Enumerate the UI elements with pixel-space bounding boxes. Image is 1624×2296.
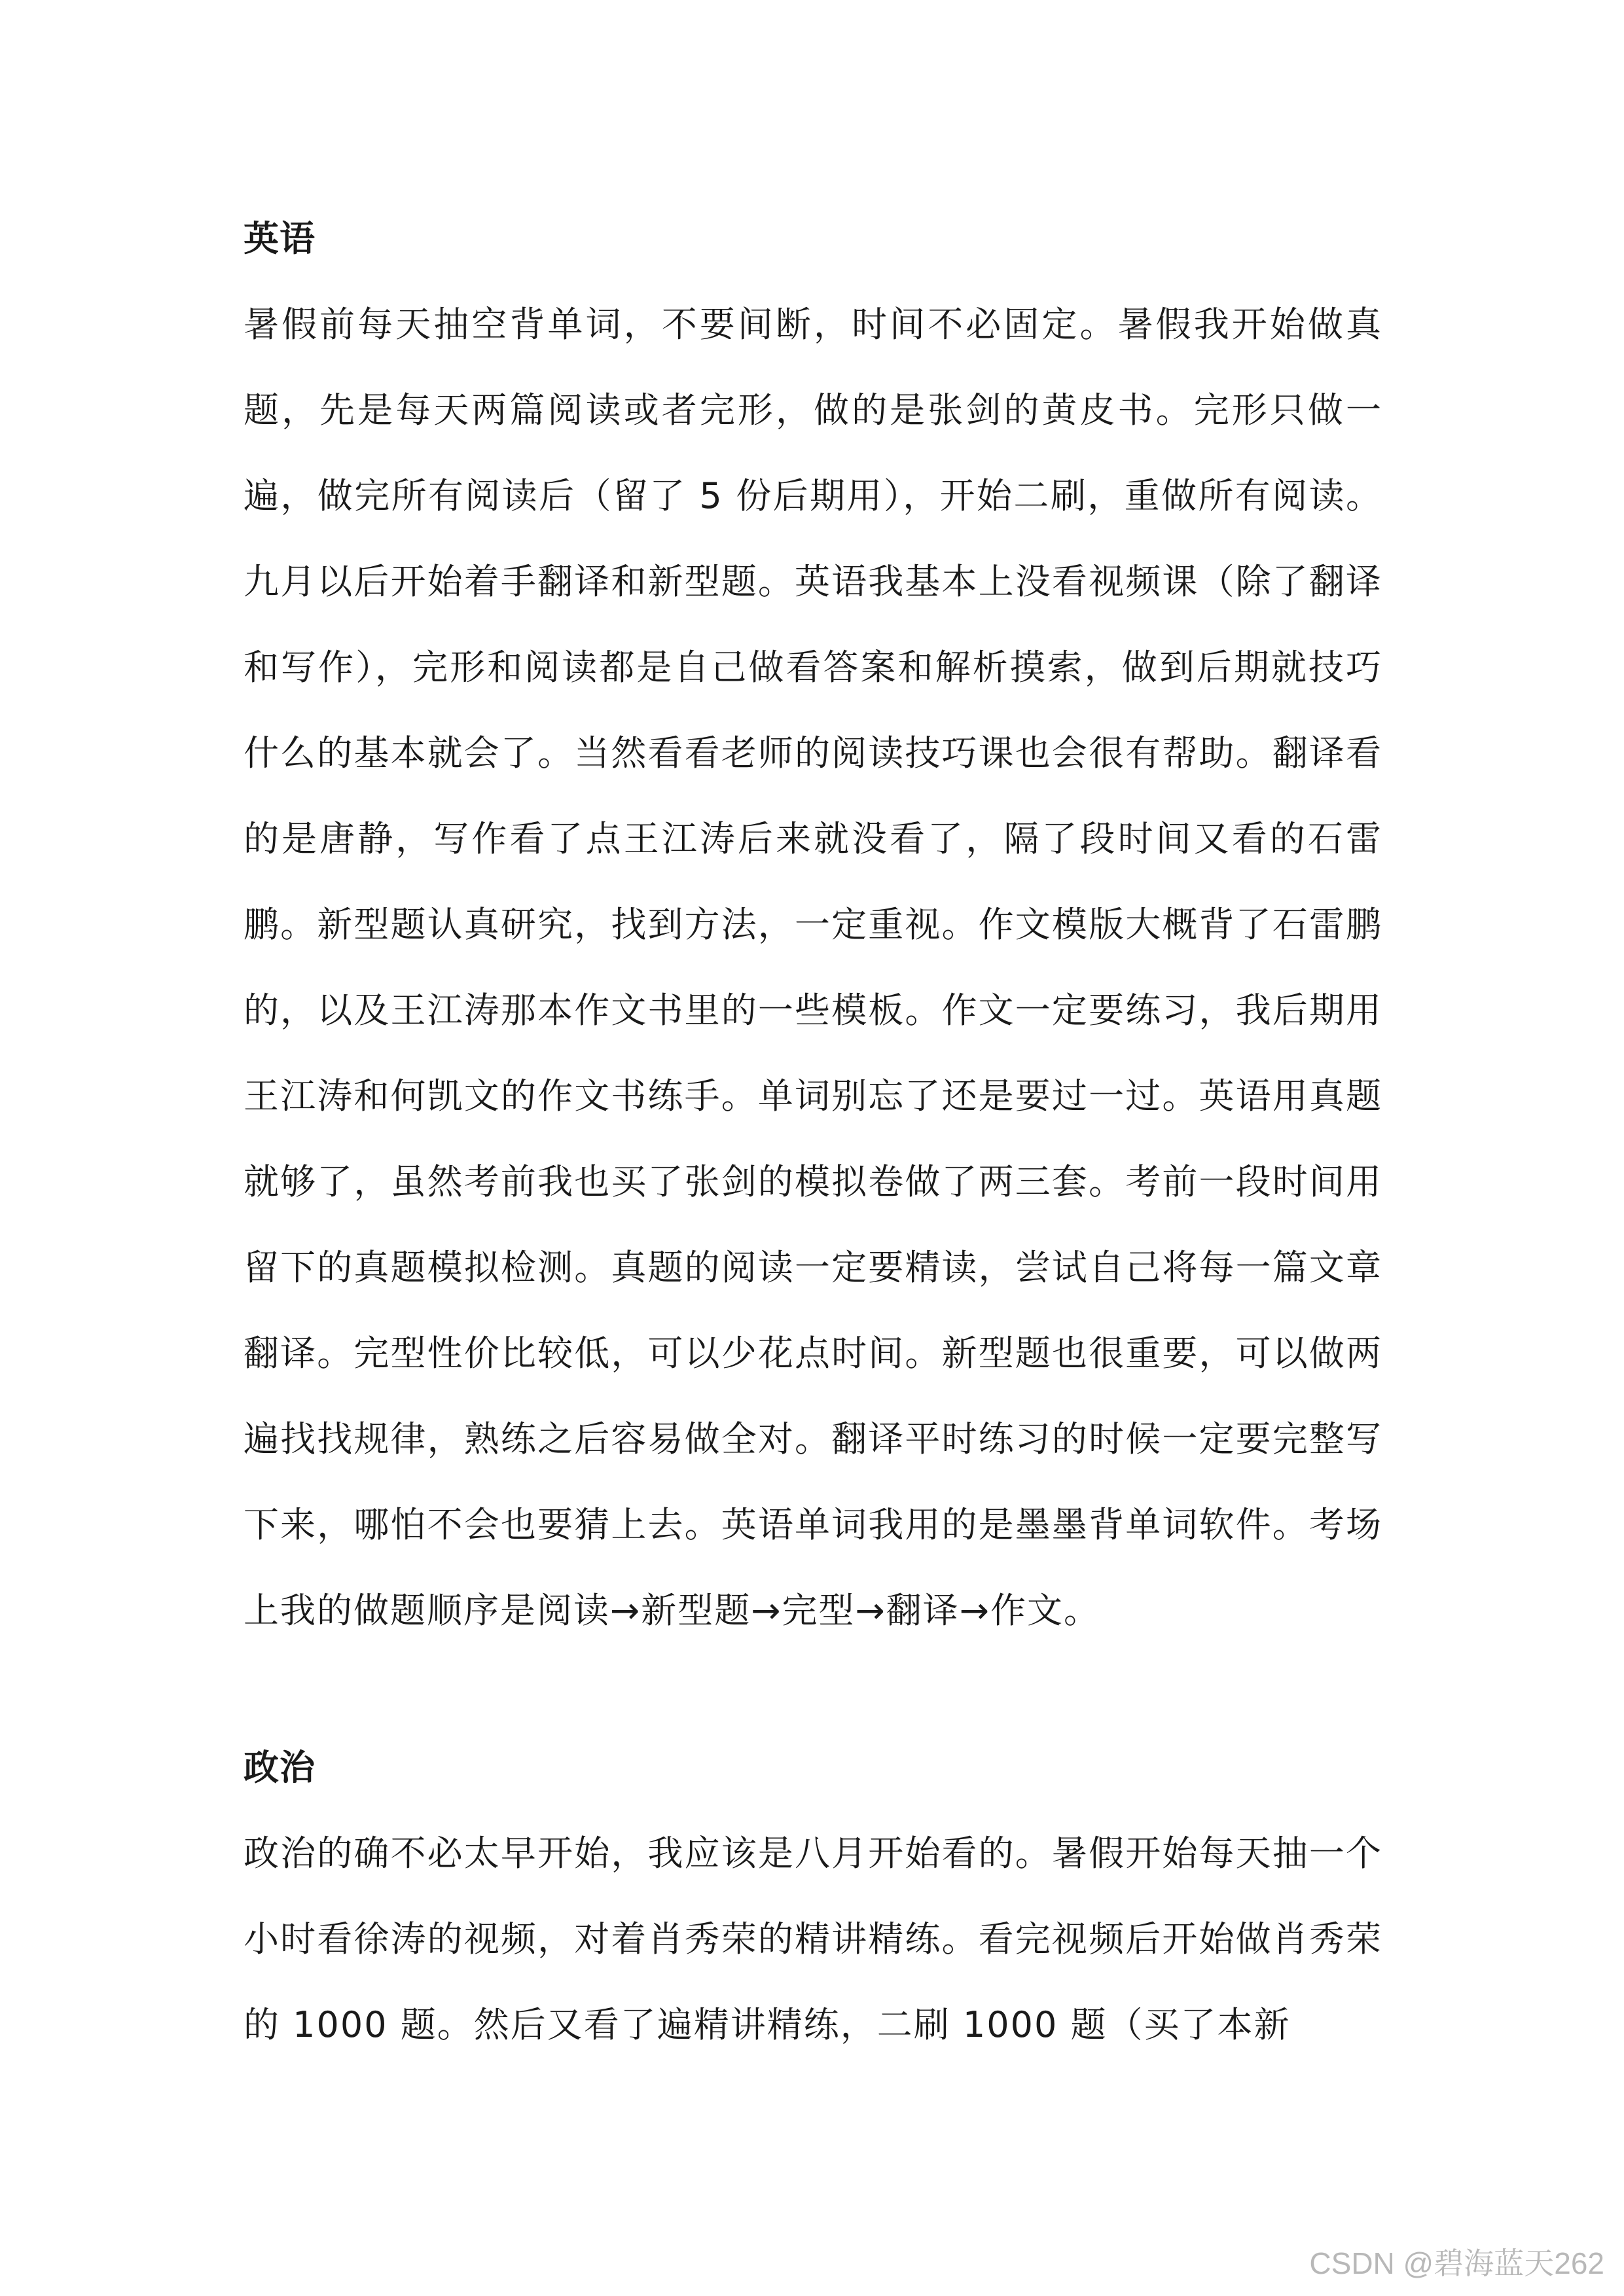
section-politics [244,1738,1382,2068]
section-english [244,209,1382,1653]
section-heading: 政治 [244,1747,316,1788]
document-page [244,209,1382,2068]
section-body: 暑假前每天抽空背单词，不要间断，时间不必固定。暑假我开始做真题，先是每天两篇阅读或者完形，做的是张剑的黄皮书。完形只做一遍，做完所有阅读后（留了 5 份后期用），开始二刷，重做所有阅读。九月以后开始着手翻译和新型题。英语我基本上没看视频课（除了翻译和写作），完形和阅读都是自己做看答案和解析摸索，做到后期就技巧什么的基本就会了。当然看看老师的阅读技巧课也会很有帮助。翻译看的是唐静，写作看了点王江涛后来就没看了，隔了段时间又看的石雷鹏。新型题认真研究，找到方法，一定重视。作文模版大概背了石雷鹏的，以及王江涛那本作文书里的一些模板。作文一定要练习，我后期用王江涛和何凯文的作文书练手。单词别忘了还是要过一过。英语用真题就够了，虽然考前我也买了张剑的模拟卷做了两三套。考前一段时间用留下的真题模拟检测。真题的阅读一定要精读，尝试自己将每一篇文章翻译。完型性价比较低，可以少花点时间。新型题也很重要，可以做两遍找找规律，熟练之后容易做全对。翻译平时练习的时候一定要完整写下来，哪怕不会也要猜上去。英语单词我用的是墨墨背单词软件。考场上我的做题顺序是阅读→新型题→完型→翻译→作文。 [244,304,1382,1631]
section-body: 政治的确不必太早开始，我应该是八月开始看的。暑假开始每天抽一个小时看徐涛的视频，对着肖秀荣的精讲精练。看完视频后开始做肖秀荣的 1000 题。然后又看了遍精讲精练，二刷 1000 题（买了本新 [244,1833,1382,2045]
section-spacer [244,1653,1382,1738]
section-heading: 英语 [244,218,316,259]
watermark: CSDN @碧海蓝天262 [1309,2246,1604,2280]
